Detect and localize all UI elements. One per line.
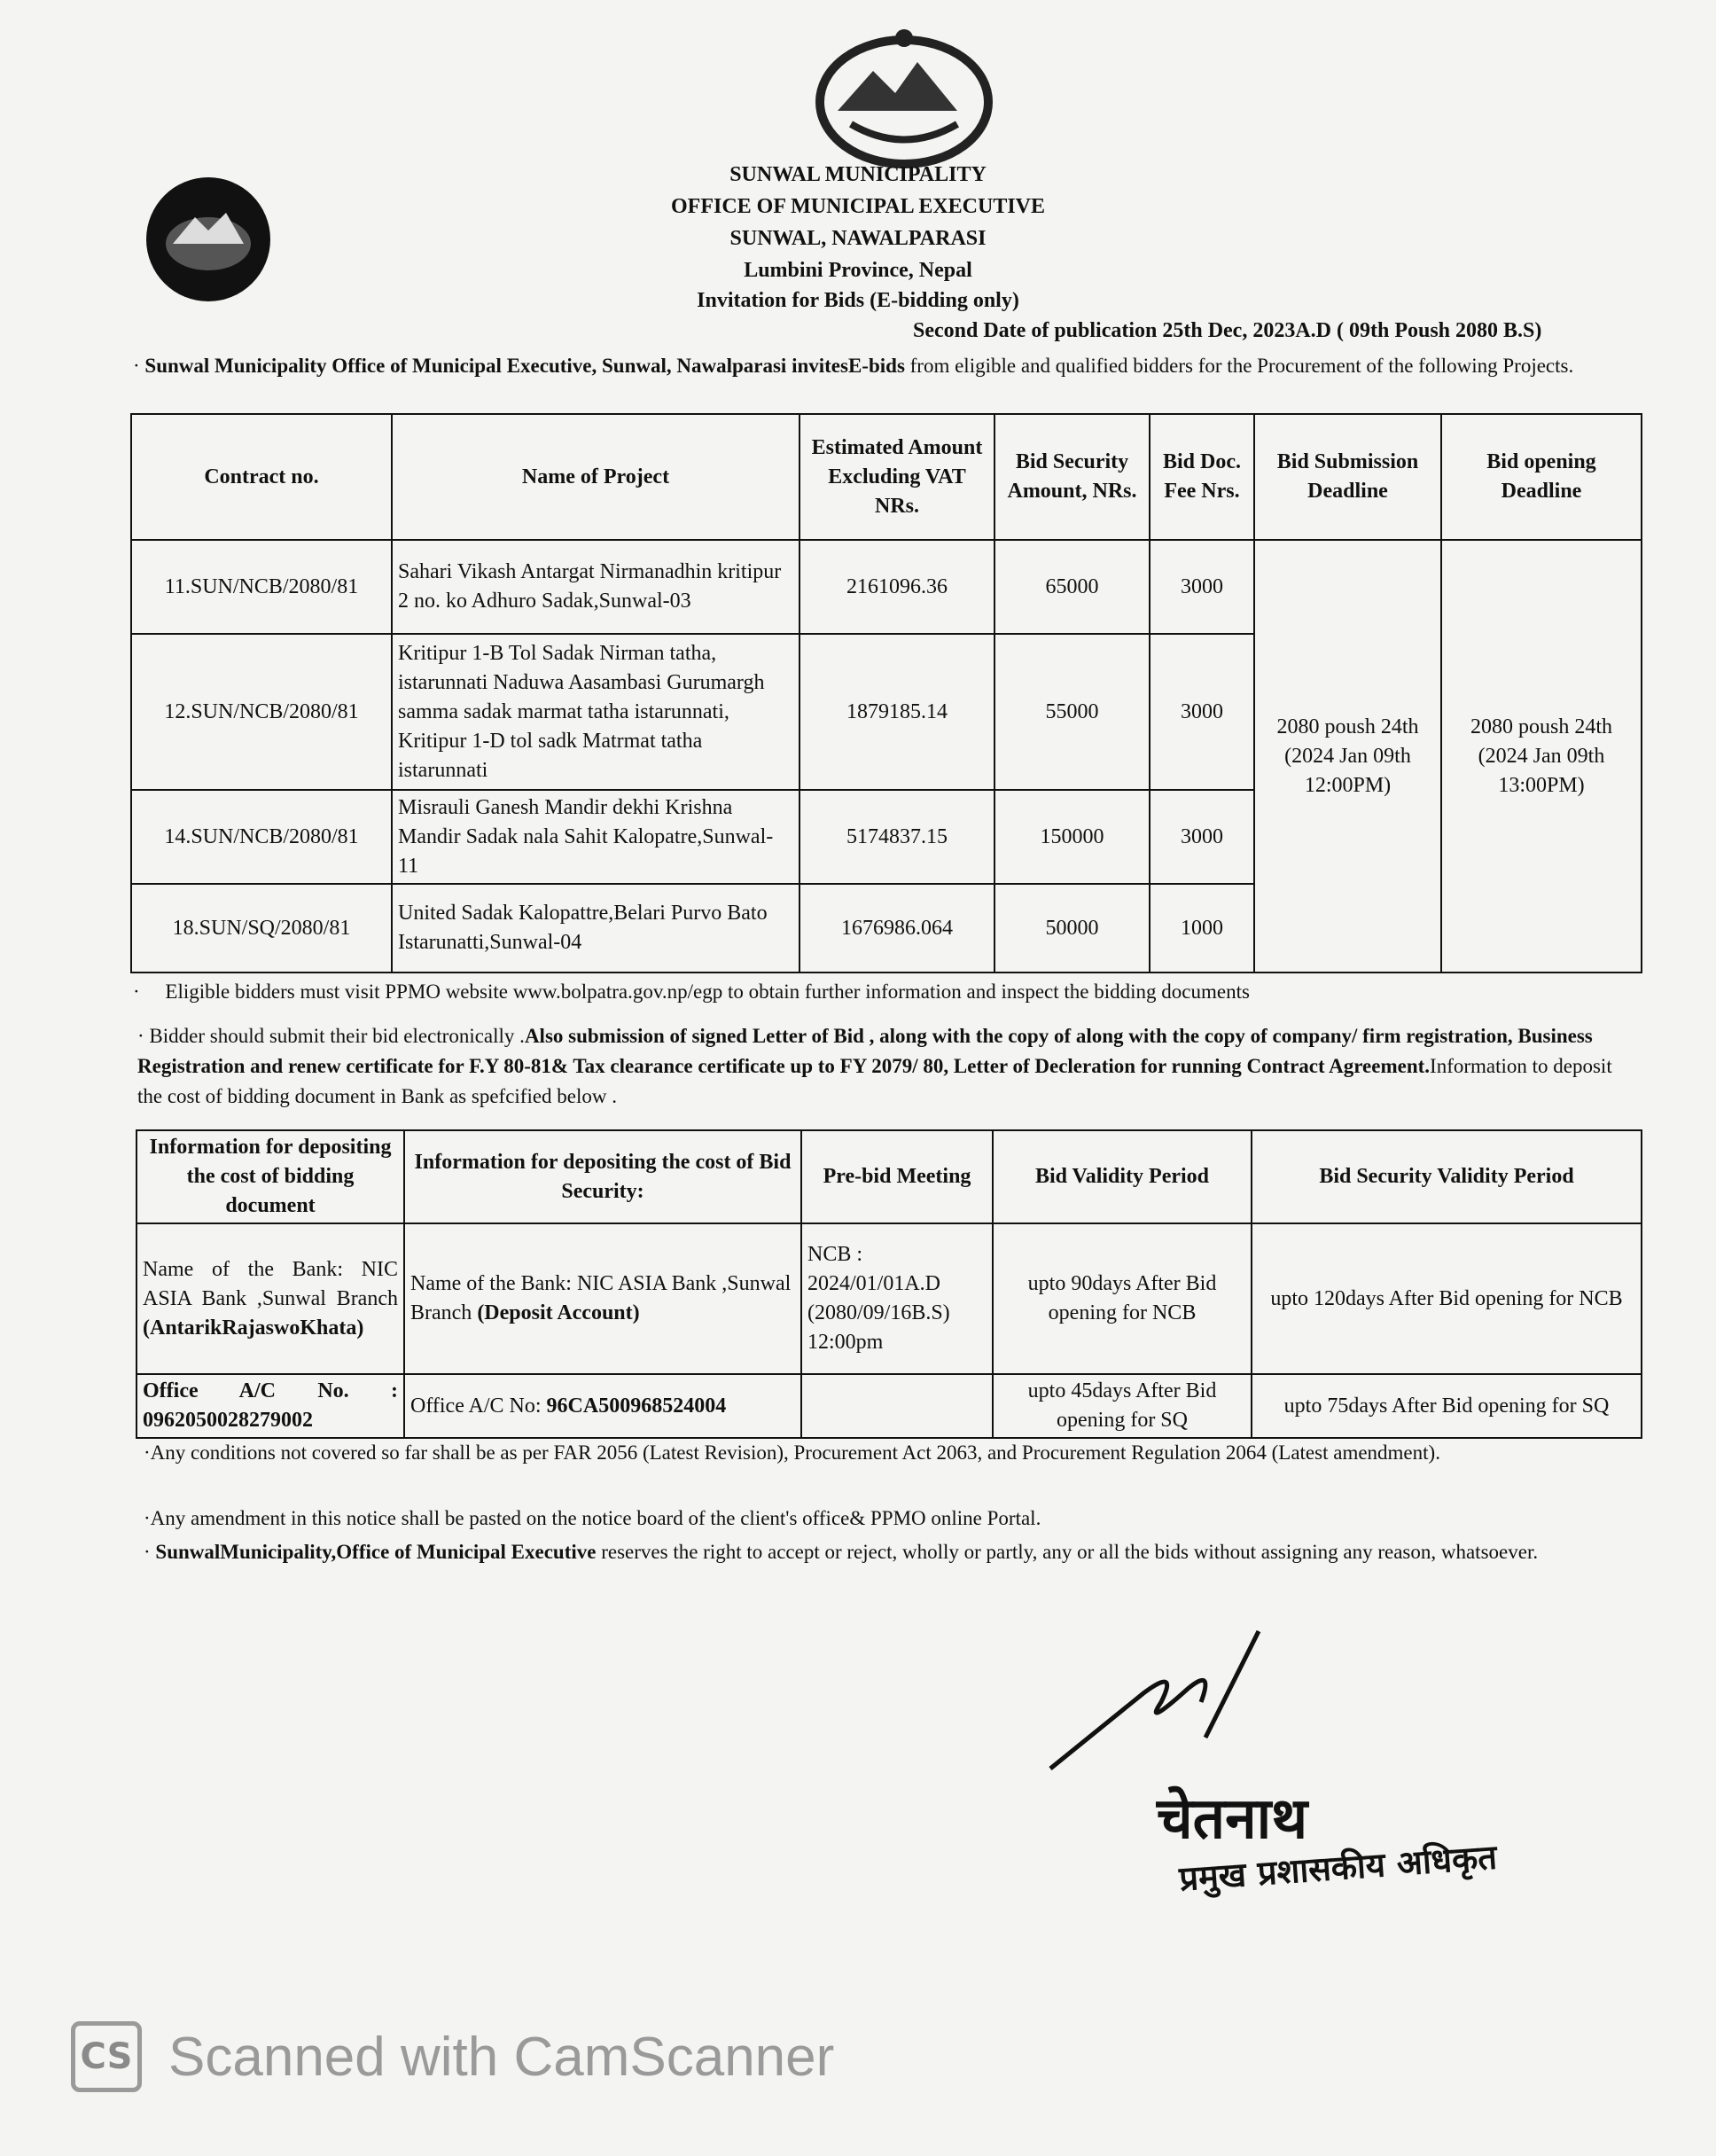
- opening-deadline: 2080 poush 24th (2024 Jan 09th 13:00PM): [1441, 540, 1642, 973]
- bid-doc-fee: 1000: [1150, 884, 1254, 973]
- bid-validity-ncb: upto 90days After Bid opening for NCB: [993, 1223, 1252, 1374]
- submission-rest: Information to deposit the cost of bidding document in Bank as spefcified below .: [137, 1055, 1612, 1107]
- far-note: ·Any conditions not covered so far shall be as per FAR 2056 (Latest Revision), Procurement Act 2063, and Procurement Regulation 2064 (Latest amendment).: [144, 1441, 1440, 1464]
- bid-security: 55000: [994, 634, 1150, 790]
- estimated-amount: 1879185.14: [800, 634, 994, 790]
- prebid-meeting: NCB : 2024/01/01A.D (2080/09/16B.S) 12:00pm: [801, 1223, 993, 1374]
- prebid-meeting-sq: [801, 1374, 993, 1438]
- eligible-note: · Eligible bidders must visit PPMO website www.bolpatra.gov.np/egp to obtain further information and inspect the bidding documents: [133, 980, 1250, 1003]
- bid-security: 50000: [994, 884, 1150, 973]
- sec-ac-no: 96CA500968524004: [546, 1394, 727, 1418]
- submission-note: · Bidder should submit their bid electronically .Also submission of signed Letter of Bid , along with the copy of along with the copy of company/ firm registration, Business Registration and renew certificate for F.Y 80-81& Tax clearance certificate up to FY 2079/ 80, Letter of Decleration for running Contract Agreement.Information to deposit the cost of bidding document in Bank as spefcified below .: [137, 1025, 1612, 1107]
- project-name: Misrauli Ganesh Mandir dekhi Krishna Mandir Sadak nala Sahit Kalopatre,Sunwal-11: [392, 790, 800, 884]
- doc-account-number: Office A/C No. : 0962050028279002: [136, 1374, 404, 1438]
- signatory-name: चेतनाथ: [1157, 1786, 1308, 1852]
- header-address: SUNWAL, NAWALPARASI: [729, 227, 987, 250]
- project-name: United Sadak Kalopattre,Belari Purvo Bato Istarunatti,Sunwal-04: [392, 884, 800, 973]
- camscanner-logo: CS: [71, 2021, 142, 2092]
- security-account-type: (Deposit Account): [477, 1301, 640, 1324]
- intro-paragraph: · Sunwal Municipality Office of Municipal Executive, Sunwal, Nawalparasi invitesE-bids from eligible and qualified bidders for the Procurement of the following Projects.: [133, 355, 1574, 377]
- project-name: Sahari Vikash Antargat Nirmanadhin kritipur 2 no. ko Adhuro Sadak,Sunwal-03: [392, 540, 800, 634]
- header-contract-no: Contract no.: [131, 414, 392, 540]
- contract-no: 18.SUN/SQ/2080/81: [131, 884, 392, 973]
- header-opening-deadline: Bid opening Deadline: [1441, 414, 1642, 540]
- header-bid-validity: Bid Validity Period: [993, 1130, 1252, 1223]
- submission-plain: Bidder should submit their bid electronically .: [149, 1025, 525, 1047]
- intro-rest: from eligible and qualified bidders for the Procurement of the following Projects.: [904, 355, 1574, 377]
- header-province: Lumbini Province, Nepal: [744, 259, 972, 282]
- header-municipality: SUNWAL MUNICIPALITY: [729, 163, 987, 186]
- reserve-note: · SunwalMunicipality,Office of Municipal Executive reserves the right to accept or reject, wholly or partly, any or all the bids without assigning any reason, whatsoever.: [144, 1541, 1539, 1563]
- estimated-amount: 1676986.064: [800, 884, 994, 973]
- bid-doc-fee: 3000: [1150, 790, 1254, 884]
- header-submission-deadline: Bid Submission Deadline: [1254, 414, 1441, 540]
- deposit-header-row: [136, 1130, 1642, 1223]
- security-validity-sq: upto 75days After Bid opening for SQ: [1252, 1374, 1642, 1438]
- intro-bold: Sunwal Municipality Office of Municipal Executive, Sunwal, Nawalparasi invitesE-bids: [144, 355, 905, 377]
- bid-doc-fee: 3000: [1150, 540, 1254, 634]
- amendment-note: ·Any amendment in this notice shall be pasted on the notice board of the client's office& PPMO online Portal.: [144, 1507, 1041, 1529]
- security-account-number: Office A/C No: 96CA500968524004: [404, 1374, 801, 1438]
- bid-security: 65000: [994, 540, 1150, 634]
- reserve-bold: SunwalMunicipality,Office of Municipal Executive: [155, 1541, 597, 1563]
- estimated-amount: 5174837.15: [800, 790, 994, 884]
- publication-date: Second Date of publication 25th Dec, 2023A.D ( 09th Poush 2080 B.S): [913, 319, 1542, 342]
- doc-bank-info: Name of the Bank: NIC ASIA Bank ,Sunwal Branch (AntarikRajaswoKhata): [136, 1223, 404, 1374]
- camscanner-watermark: [71, 2021, 834, 2092]
- deposit-table: [136, 1129, 1642, 1439]
- header-estimated-amount: Estimated Amount Excluding VAT NRs.: [800, 414, 994, 540]
- bid-security: 150000: [994, 790, 1150, 884]
- header-title: Invitation for Bids (E-bidding only): [697, 289, 1019, 312]
- header-security-validity: Bid Security Validity Period: [1252, 1130, 1642, 1223]
- doc-account-type: (AntarikRajaswoKhata): [143, 1316, 364, 1340]
- header-project-name: Name of Project: [392, 414, 800, 540]
- table-row: [136, 1223, 1642, 1374]
- contract-no: 12.SUN/NCB/2080/81: [131, 634, 392, 790]
- table-row: [131, 540, 1642, 634]
- reserve-rest: reserves the right to accept or reject, wholly or partly, any or all the bids without assigning any reason, whatsoever.: [596, 1541, 1539, 1563]
- submission-bold: Also submission of signed Letter of Bid , along with the copy of along with the copy of company/ firm registration, Business Registration and renew certificate for F.Y 80-81& Tax clearance certificate up to FY 2079/ 80, Letter of Decleration for running Contract Agreement.: [137, 1025, 1593, 1077]
- contract-no: 14.SUN/NCB/2080/81: [131, 790, 392, 884]
- doc-ac-no: 0962050028279002: [143, 1409, 313, 1432]
- header-security-deposit: Information for depositing the cost of Bid Security:: [404, 1130, 801, 1223]
- header-office: OFFICE OF MUNICIPAL EXECUTIVE: [670, 195, 1046, 218]
- submission-deadline: 2080 poush 24th (2024 Jan 09th 12:00PM): [1254, 540, 1441, 973]
- security-validity-ncb: upto 120days After Bid opening for NCB: [1252, 1223, 1642, 1374]
- header-bid-security: Bid Security Amount, NRs.: [994, 414, 1150, 540]
- estimated-amount: 2161096.36: [800, 540, 994, 634]
- signature-icon: [1037, 1605, 1285, 1782]
- projects-header-row: [131, 414, 1642, 540]
- projects-table: [130, 413, 1642, 973]
- header-prebid-meeting: Pre-bid Meeting: [801, 1130, 993, 1223]
- nepal-emblem-icon: [802, 22, 1006, 173]
- security-bank-info: Name of the Bank: NIC ASIA Bank ,Sunwal Branch (Deposit Account): [404, 1223, 801, 1374]
- project-name: Kritipur 1-B Tol Sadak Nirman tatha, istarunnati Naduwa Aasambasi Gurumargh samma sadak marmat tatha istarunnati, Kritipur 1-D tol sadk Matrmat tatha istarunnati: [392, 634, 800, 790]
- contract-no: 11.SUN/NCB/2080/81: [131, 540, 392, 634]
- header-doc-deposit: Information for depositing the cost of bidding document: [136, 1130, 404, 1223]
- bid-doc-fee: 3000: [1150, 634, 1254, 790]
- header-bid-doc-fee: Bid Doc. Fee Nrs.: [1150, 414, 1254, 540]
- table-row: [136, 1374, 1642, 1438]
- camscanner-text: Scanned with CamScanner: [168, 2026, 835, 2088]
- bid-validity-sq: upto 45days After Bid opening for SQ: [993, 1374, 1252, 1438]
- signatory-title: प्रमुख प्रशासकीय अधिकृत: [1177, 1837, 1499, 1899]
